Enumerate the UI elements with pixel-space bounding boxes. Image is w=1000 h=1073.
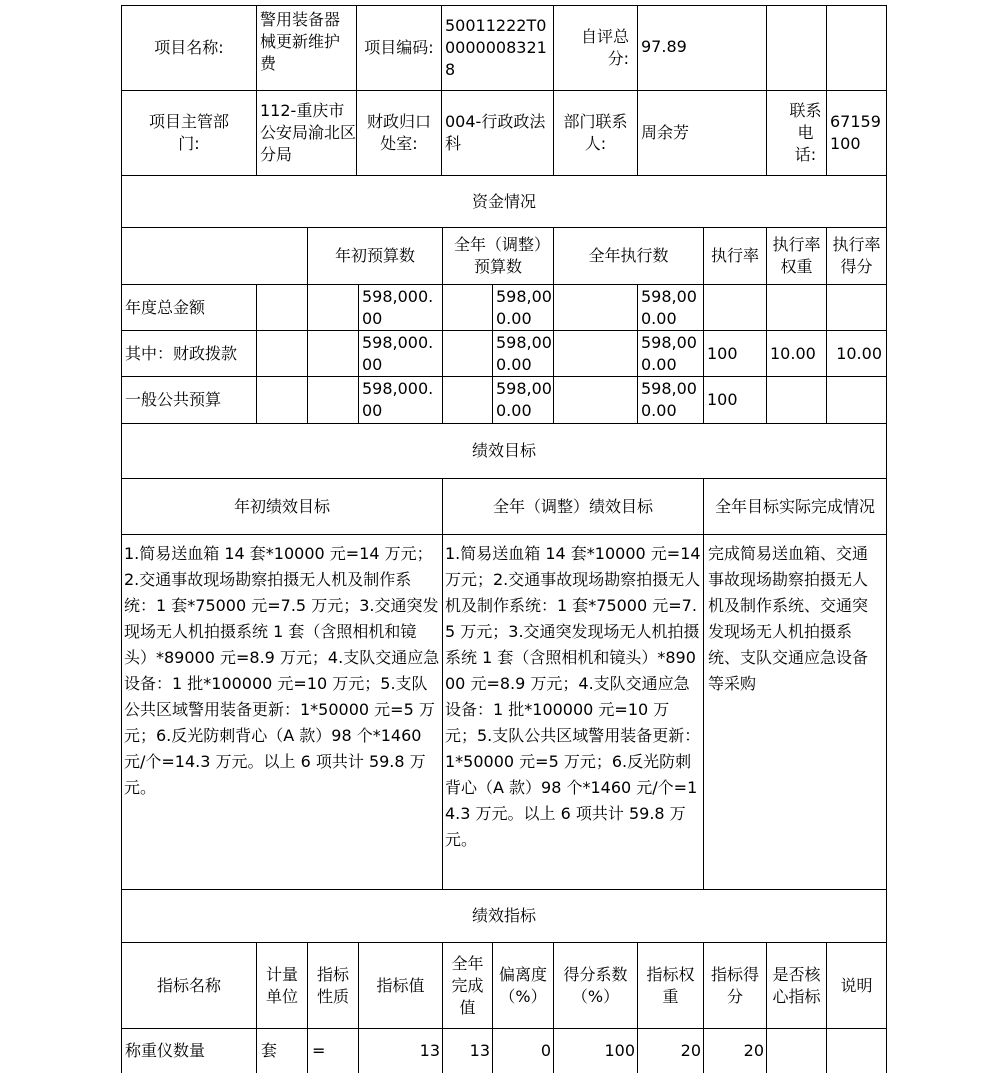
funds-weight-value <box>766 376 826 423</box>
phone-value: 67159100 <box>826 90 887 175</box>
goals-initial-text: 1.简易送血箱 14 套*10000 元=14 万元；2.交通事故现场勘察拍摄无人机及制作系统：1 套*75000 元=7.5 万元；3.交通突发现场无人机拍摄系统 1 套（含照相机和镜头）*89000 元=8.9 万元；4.支队交通应急设备：1 批*100000 元=10 万元；5.支队公共区域警用装备更新：1*50000 元=5 万元；6.反光防刺背心（A 款）98 个*1460 元/个=14.3 万元。以上 6 项共计 59.8 万元。 <box>121 534 442 889</box>
funds-executed-value: 598,000.00 <box>637 284 703 330</box>
indicator-row-nature: = <box>307 1028 358 1073</box>
phone-label: 联系电话: <box>766 90 826 175</box>
indicator-header-deviation: 偏离度（%） <box>492 942 553 1028</box>
project-code-value: 50011222T000000083218 <box>441 5 553 90</box>
funds-initial-value: 598,000.00 <box>358 330 442 376</box>
project-name-value: 警用装备器械更新维护费 <box>256 5 356 90</box>
contact-label: 部门联系人: <box>553 90 637 175</box>
empty-cell <box>826 5 887 90</box>
finance-value: 004-行政政法科 <box>441 90 553 175</box>
indicator-row-coef: 100 <box>553 1028 637 1073</box>
indicators-section-title: 绩效指标 <box>121 889 887 942</box>
funds-section-title: 资金情况 <box>121 175 887 227</box>
score-value: 97.89 <box>637 5 766 90</box>
funds-weight-value: 10.00 <box>766 330 826 376</box>
funds-score-value <box>826 284 887 330</box>
indicator-row-name: 称重仪数量 <box>121 1028 256 1073</box>
funds-header-initial: 年初预算数 <box>307 227 442 284</box>
empty-cell <box>256 376 307 423</box>
finance-label: 财政归口处室: <box>356 90 441 175</box>
empty-cell <box>442 376 492 423</box>
funds-executed-value: 598,000.00 <box>637 330 703 376</box>
indicator-row-unit: 套 <box>256 1028 307 1073</box>
funds-executed-value: 598,000.00 <box>637 376 703 423</box>
evaluation-table <box>121 5 887 1068</box>
funds-initial-value: 598,000.00 <box>358 284 442 330</box>
funds-header-executed: 全年执行数 <box>553 227 703 284</box>
funds-header-score: 执行率得分 <box>826 227 887 284</box>
funds-rate-value: 100 <box>703 330 766 376</box>
empty-cell <box>307 284 358 330</box>
manager-value: 112-重庆市公安局渝北区分局 <box>256 90 356 175</box>
goals-header-actual: 全年目标实际完成情况 <box>703 478 887 534</box>
funds-adjusted-value: 598,000.00 <box>492 376 553 423</box>
goals-header-adjusted: 全年（调整）绩效目标 <box>442 478 703 534</box>
empty-cell <box>553 376 637 423</box>
funds-row-label: 其中：财政拨款 <box>121 330 256 376</box>
contact-value: 周余芳 <box>637 90 766 175</box>
indicator-header-note: 说明 <box>826 942 887 1028</box>
funds-header-adjusted: 全年（调整）预算数 <box>442 227 553 284</box>
empty-cell <box>256 330 307 376</box>
funds-adjusted-value: 598,000.00 <box>492 330 553 376</box>
indicator-header-weight: 指标权重 <box>637 942 703 1028</box>
funds-rate-value <box>703 284 766 330</box>
score-label: 自评总分: <box>553 5 637 90</box>
goals-actual-text: 完成简易送血箱、交通事故现场勘察拍摄无人机及制作系统、交通突发现场无人机拍摄系统、支队交通应急设备等采购 <box>703 534 887 889</box>
indicator-header-unit: 计量单位 <box>256 942 307 1028</box>
indicator-row-weight: 20 <box>637 1028 703 1073</box>
empty-cell <box>766 5 826 90</box>
funds-row-label: 年度总金额 <box>121 284 256 330</box>
empty-cell <box>553 330 637 376</box>
funds-initial-value: 598,000.00 <box>358 376 442 423</box>
funds-adjusted-value: 598,000.00 <box>492 284 553 330</box>
funds-score-value <box>826 376 887 423</box>
indicator-header-nature: 指标性质 <box>307 942 358 1028</box>
indicator-row-target: 13 <box>358 1028 442 1073</box>
indicator-row-score: 20 <box>703 1028 766 1073</box>
indicator-header-coef: 得分系数（%） <box>553 942 637 1028</box>
indicator-header-done: 全年完成值 <box>442 942 492 1028</box>
empty-cell <box>256 284 307 330</box>
empty-cell <box>121 227 307 284</box>
empty-cell <box>307 330 358 376</box>
funds-weight-value <box>766 284 826 330</box>
indicator-header-core: 是否核心指标 <box>766 942 826 1028</box>
goals-section-title: 绩效目标 <box>121 423 887 478</box>
goals-adjusted-text: 1.简易送血箱 14 套*10000 元=14 万元；2.交通事故现场勘察拍摄无人机及制作系统：1 套*75000 元=7.5 万元；3.交通突发现场无人机拍摄系统 1 套（含照相机和镜头）*89000 元=8.9 万元；4.支队交通应急设备：1 批*100000 元=10 万元；5.支队公共区域警用装备更新：1*50000 元=5 万元；6.反光防刺背心（A 款）98 个*1460 元/个=14.3 万元。以上 6 项共计 59.8 万元。 <box>442 534 703 889</box>
empty-cell <box>442 284 492 330</box>
indicator-row-done: 13 <box>442 1028 492 1073</box>
project-code-label: 项目编码: <box>356 5 441 90</box>
indicator-header-target: 指标值 <box>358 942 442 1028</box>
funds-header-rate: 执行率 <box>703 227 766 284</box>
manager-label: 项目主管部门: <box>121 90 256 175</box>
funds-score-value: 10.00 <box>826 330 887 376</box>
indicator-row-core <box>766 1028 826 1073</box>
funds-row-label: 一般公共预算 <box>121 376 256 423</box>
empty-cell <box>553 284 637 330</box>
indicator-row-note <box>826 1028 887 1073</box>
indicator-header-name: 指标名称 <box>121 942 256 1028</box>
goals-header-initial: 年初绩效目标 <box>121 478 442 534</box>
empty-cell <box>307 376 358 423</box>
empty-cell <box>442 330 492 376</box>
indicator-header-score: 指标得分 <box>703 942 766 1028</box>
funds-rate-value: 100 <box>703 376 766 423</box>
indicator-row-deviation: 0 <box>492 1028 553 1073</box>
funds-header-weight: 执行率权重 <box>766 227 826 284</box>
project-name-label: 项目名称: <box>121 5 256 90</box>
